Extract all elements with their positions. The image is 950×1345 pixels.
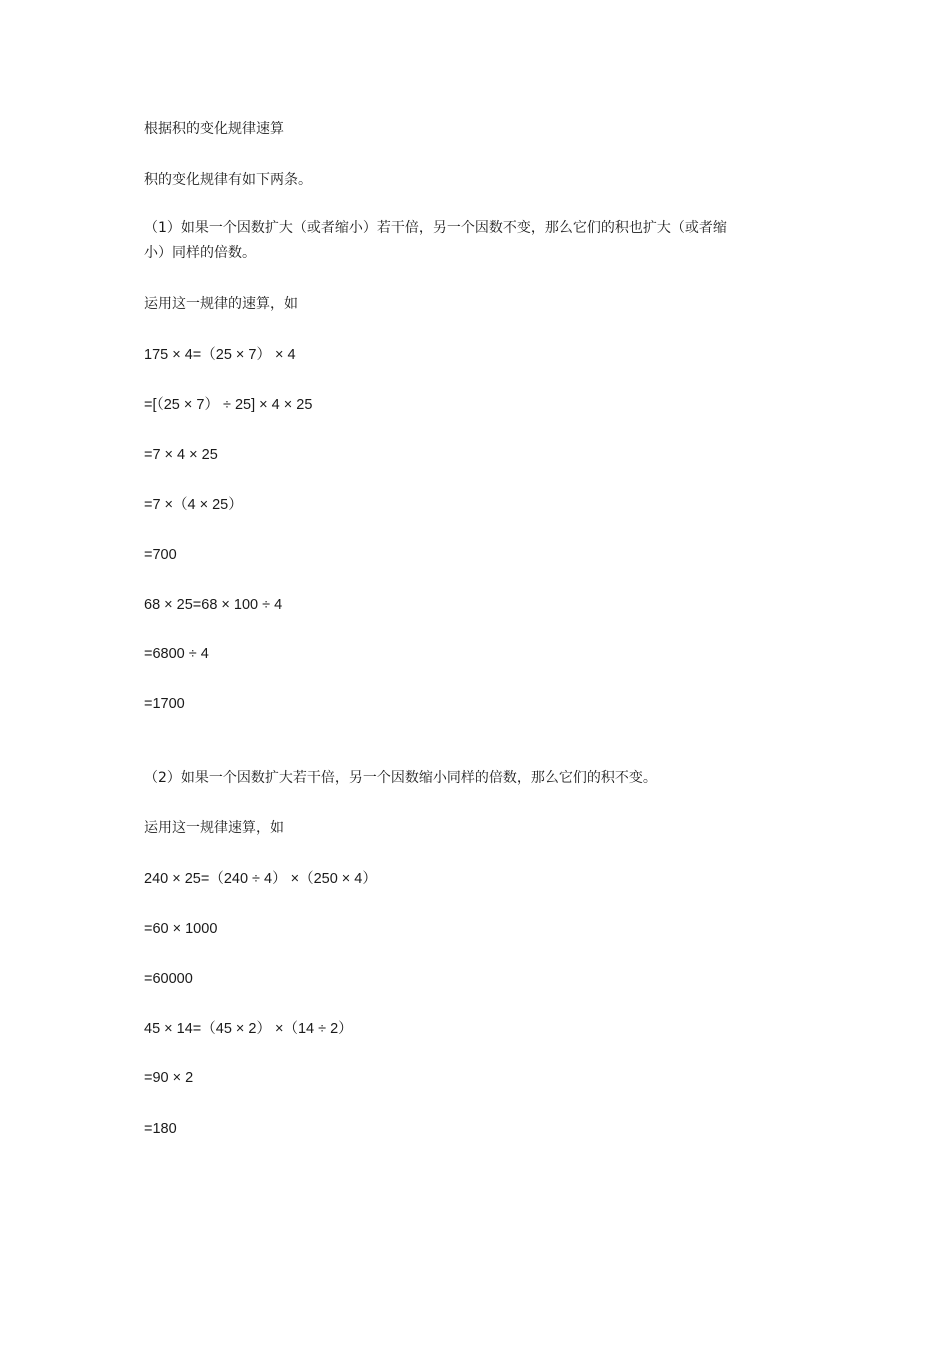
rule2-example1-line-1: 240 × 25=（240 ÷ 4） ×（250 × 4） bbox=[144, 871, 377, 887]
rule2-example1-line-2: =60 × 1000 bbox=[144, 921, 218, 937]
rule2-example1-line-3: =60000 bbox=[144, 971, 193, 987]
rule2-example2-line-3: =180 bbox=[144, 1121, 177, 1137]
rule1-example1-line-5: =700 bbox=[144, 547, 177, 563]
rule1-text: （1）如果一个因数扩大（或者缩小）若干倍，另一个因数不变，那么它们的积也扩大（或者缩小）同样的倍数。 bbox=[144, 220, 727, 261]
rule1-example1-line-2: =[（25 × 7） ÷ 25] × 4 × 25 bbox=[144, 397, 313, 413]
rule1-example1-line-3: =7 × 4 × 25 bbox=[144, 447, 218, 463]
rule2-text: （2）如果一个因数扩大若干倍，另一个因数缩小同样的倍数，那么它们的积不变。 bbox=[144, 770, 657, 786]
rule2-example2-line-1: 45 × 14=（45 × 2） ×（14 ÷ 2） bbox=[144, 1021, 353, 1037]
rule1-usage-text: 运用这一规律的速算，如 bbox=[144, 296, 298, 312]
rule1-example1-line-1: 175 × 4=（25 × 7） × 4 bbox=[144, 347, 296, 363]
rule2-example2-line-2: =90 × 2 bbox=[144, 1070, 194, 1086]
intro-text: 积的变化规律有如下两条。 bbox=[144, 172, 312, 188]
rule1-example2-line-2: =6800 ÷ 4 bbox=[144, 646, 209, 662]
rule1-example2-line-3: =1700 bbox=[144, 696, 185, 712]
rule1-example1-line-4: =7 ×（4 × 25） bbox=[144, 497, 243, 513]
rule1-example2-line-1: 68 × 25=68 × 100 ÷ 4 bbox=[144, 597, 283, 613]
rule2-usage-text: 运用这一规律速算，如 bbox=[144, 820, 284, 836]
document-title: 根据积的变化规律速算 bbox=[144, 121, 284, 137]
